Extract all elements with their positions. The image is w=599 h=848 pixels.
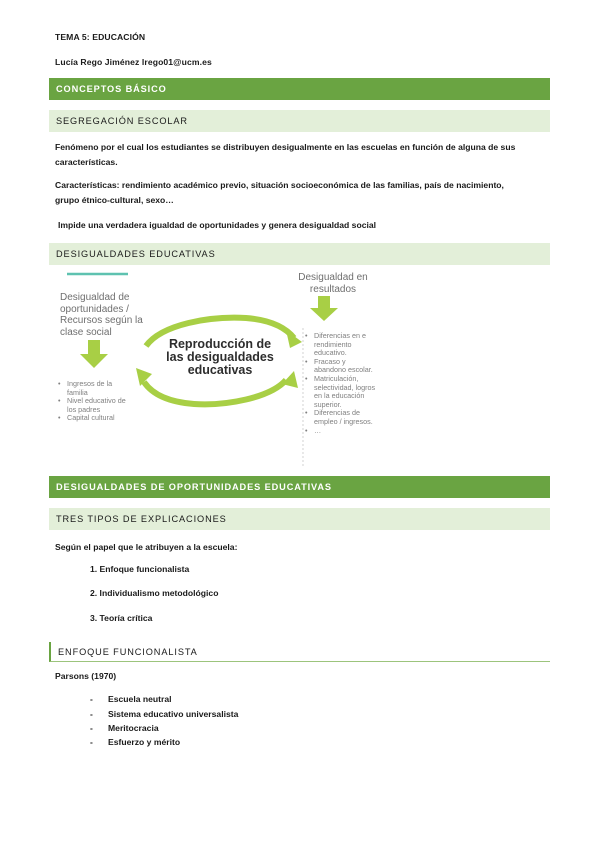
diagram-right-bullets	[305, 332, 377, 435]
list-item: • Diferencias en e rendimiento educativo.	[305, 332, 377, 358]
diagram-left-title: Desigualdad de oportunidades / Recursos según la clase social	[60, 292, 143, 338]
diagram-right-title: Desigualdad en resultados	[298, 272, 368, 295]
list-item: 3. Teoría crítica	[90, 613, 153, 623]
list-item: • Ingresos de la familia	[58, 380, 128, 397]
subsection-heading-segregacion: SEGREGACIÓN ESCOLAR	[49, 110, 550, 132]
cycle-arrowhead-top-icon	[286, 330, 302, 348]
list-item: - Meritocracia	[90, 723, 159, 733]
diagram-center-label: Reproducción de las desigualdades educativas	[166, 337, 274, 377]
list-item: - Esfuerzo y mérito	[90, 737, 181, 747]
segregacion-definition: Fenómeno por el cual los estudiantes se distribuyen desigualmente en las escuelas en función de alguna de sus características.	[55, 142, 516, 167]
right-down-arrow-icon	[310, 296, 338, 321]
diagram-left-bullets	[58, 380, 128, 423]
left-down-arrow-icon	[80, 340, 108, 368]
list-item: • Fracaso y abandono escolar.	[305, 358, 377, 375]
list-item: 1. Enfoque funcionalista	[90, 564, 190, 574]
subsection-heading-tres-tipos: TRES TIPOS DE EXPLICACIONES	[49, 508, 550, 530]
list-item: • Capital cultural	[58, 414, 128, 423]
funcionalista-author: Parsons (1970)	[55, 671, 117, 681]
subsection-heading-desigualdades: DESIGUALDADES EDUCATIVAS	[49, 243, 550, 265]
list-item: 2. Individualismo metodológico	[90, 588, 219, 598]
list-item: - Sistema educativo universalista	[90, 709, 239, 719]
list-item: • Matriculación, selectividad, logros en la educación superior.	[305, 375, 377, 409]
segregacion-consequence: Impide una verdadera igualdad de oportunidades y genera desigualdad social	[58, 220, 377, 230]
list-item: - Escuela neutral	[90, 694, 172, 704]
topic-title: TEMA 5: EDUCACIÓN	[55, 32, 146, 42]
list-item: • …	[305, 427, 377, 436]
tres-tipos-intro: Según el papel que le atribuyen a la escuela:	[55, 542, 238, 552]
segregacion-characteristics: Características: rendimiento académico previo, situación socioeconómica de las familias, país de nacimiento, grupo étnico-cultural, sexo…	[55, 180, 504, 205]
author-line: Lucía Rego Jiménez lrego01@ucm.es	[55, 57, 212, 67]
list-item: • Nivel educativo de los padres	[58, 397, 128, 414]
subsection-heading-funcionalista: ENFOQUE FUNCIONALISTA	[49, 642, 550, 662]
section-heading-conceptos: CONCEPTOS BÁSICO	[49, 78, 550, 100]
desigualdades-diagram	[50, 268, 390, 473]
section-heading-oportunidades: DESIGUALDADES DE OPORTUNIDADES EDUCATIVAS	[49, 476, 550, 498]
list-item: • Diferencias de empleo / ingresos.	[305, 409, 377, 426]
